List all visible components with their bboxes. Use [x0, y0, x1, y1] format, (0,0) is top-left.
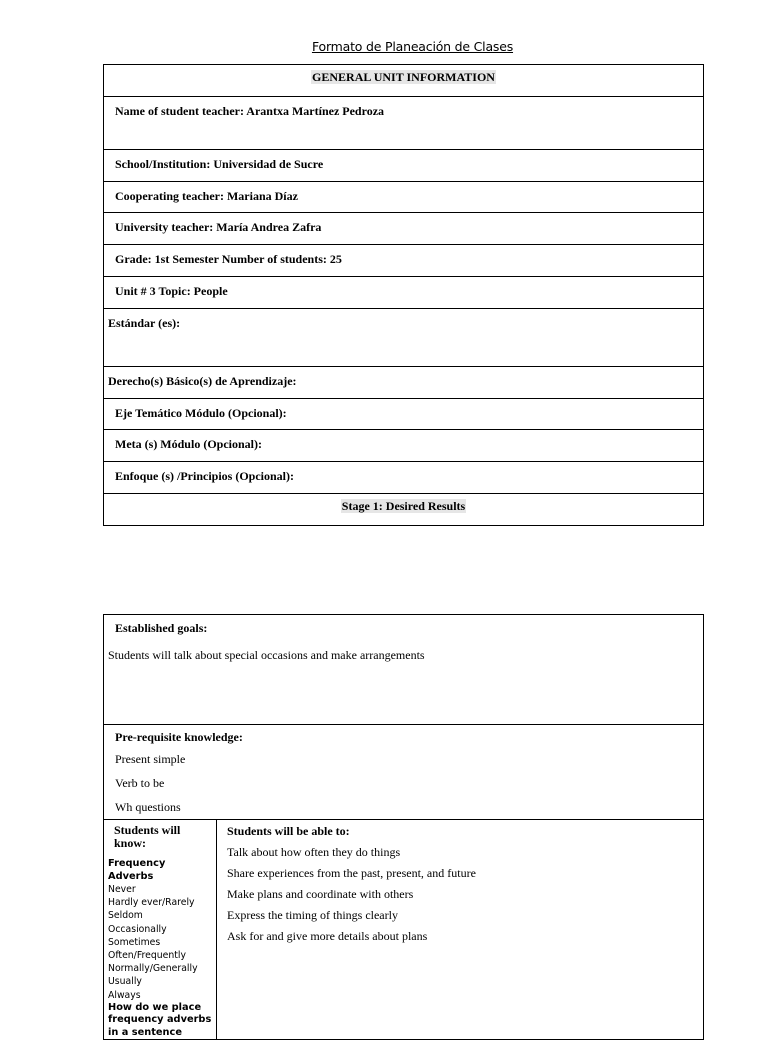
able-item: Share experiences from the past, present, and future	[227, 866, 476, 880]
stage-header: Stage 1: Desired Results	[341, 499, 466, 513]
cooperating-teacher-row: Cooperating teacher: Mariana Díaz	[115, 189, 298, 203]
eje-tematico-row: Eje Temático Módulo (Opcional):	[115, 406, 287, 420]
unit-header: GENERAL UNIT INFORMATION	[312, 70, 495, 84]
dba-row: Derecho(s) Básico(s) de Aprendizaje:	[108, 374, 297, 388]
know-item: Sometimes	[108, 936, 161, 948]
prereq-item: Present simple	[115, 752, 186, 766]
able-item: Talk about how often they do things	[227, 845, 401, 859]
goals-table	[103, 614, 704, 1040]
meta-row: Meta (s) Módulo (Opcional):	[115, 437, 262, 451]
able-label: Students will be able to:	[227, 824, 350, 838]
know-question: How do we place frequency adverbs in a sentence	[108, 1001, 212, 1038]
able-cell	[217, 820, 704, 1040]
standards-row: Estándar (es):	[108, 316, 181, 330]
unit-header-cell	[104, 65, 704, 97]
know-cell	[104, 820, 217, 1040]
able-item: Express the timing of things clearly	[227, 908, 398, 922]
know-item: Always	[108, 989, 141, 1001]
know-item: Hardly ever/Rarely	[108, 897, 195, 909]
stage-header-cell	[104, 494, 704, 526]
prereq-label: Pre-requisite knowledge:	[115, 730, 243, 744]
know-item: Seldom	[108, 910, 143, 922]
goals-label: Established goals:	[115, 621, 208, 635]
prereq-item: Wh questions	[115, 800, 181, 814]
know-item: Often/Frequently	[108, 950, 186, 962]
know-item: Normally/Generally	[108, 963, 198, 975]
able-item: Ask for and give more details about plans	[227, 929, 428, 943]
document-title: Formato de Planeación de Clases	[311, 39, 514, 54]
know-item: Usually	[108, 976, 142, 988]
enfoque-row: Enfoque (s) /Principios (Opcional):	[115, 469, 295, 483]
goals-text: Students will talk about special occasions and make arrangements	[108, 648, 425, 662]
general-unit-table	[103, 64, 704, 526]
know-label: Students will know:	[114, 823, 181, 850]
unit-topic-row: Unit # 3 Topic: People	[115, 284, 228, 298]
grade-row: Grade: 1st Semester Number of students: 25	[115, 252, 342, 266]
know-item: Occasionally	[108, 923, 167, 935]
prereq-cell	[104, 725, 704, 820]
university-teacher-row: University teacher: María Andrea Zafra	[115, 220, 322, 234]
student-teacher-row: Name of student teacher: Arantxa Martínez Pedroza	[115, 104, 385, 118]
know-item: Never	[108, 884, 136, 895]
able-item: Make plans and coordinate with others	[227, 887, 414, 901]
school-row: School/Institution: Universidad de Sucre	[115, 157, 324, 171]
know-heading: Frequency Adverbs	[108, 858, 166, 882]
goals-cell	[104, 615, 704, 725]
prereq-item: Verb to be	[115, 776, 165, 790]
